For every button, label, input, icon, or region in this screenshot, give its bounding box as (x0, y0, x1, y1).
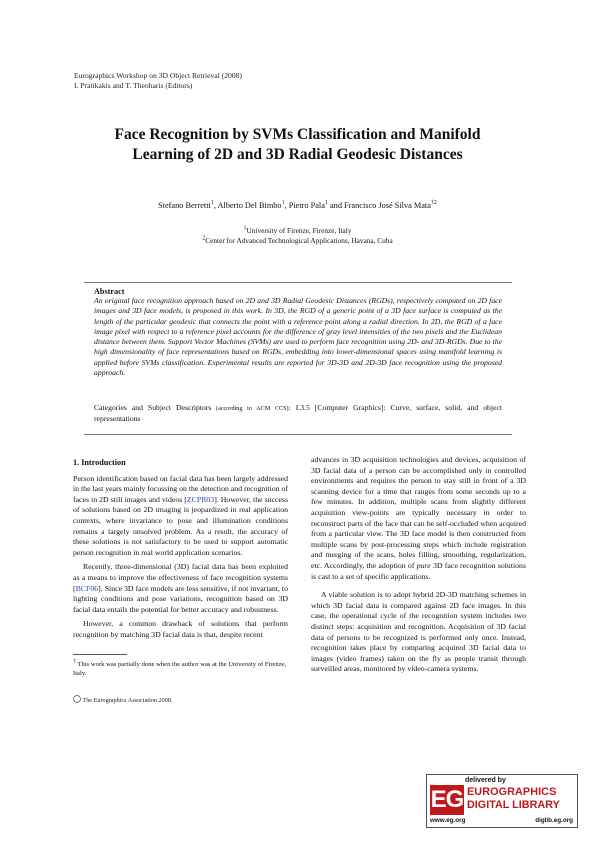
logo-url-eg[interactable]: www.eg.org (430, 817, 466, 824)
author-list (60, 201, 535, 210)
running-header (74, 71, 242, 91)
affiliation-text: University of Firenze, Firenze, Italy (246, 226, 352, 235)
paper-title (60, 125, 535, 164)
logo-brand-line-2: DIGITAL LIBRARY (467, 799, 560, 811)
logo-delivered-by: delivered by (465, 777, 506, 784)
paragraph-text: ]. However, the success of solutions based on 2D imaging is jeopardized in real application contexts, where invariance to pose and illumination conditions remains a largely unsolved problem. As a result, the accuracy of these solutions is not satisfactory to be used to support automatic person recognition in real world application scenarios. (73, 494, 288, 557)
emphasis: pure (416, 560, 431, 570)
header-editors: I. Pratikakis and T. Theoharis (Editors) (74, 81, 193, 91)
eg-logo-icon: EG (430, 786, 464, 813)
paragraph-text: advances in 3D acquisition technologies and devices, acquisition of 3D facial data of a person can be accomplished only in controlled environments and requires the person to stay still in front of a 3D scanning device for a time that ranges from some seconds up to a few minutes. In addition, multiple scans from slightly different acquisition view-points are typically necessary in order to reconstruct parts of the face that can be self-occluded when acquired from a particular view. The 3D face model is then constructed from multiple scans by post-processing steps which include registration and merging of the scans, holes filling, smoothing, regularization, etc. Accordingly, the adoption of (311, 455, 526, 570)
affiliation-1 (60, 226, 535, 235)
author-name: , Alberto Del Bimbo (213, 201, 282, 210)
footnote (73, 660, 288, 678)
descriptors-text: : I.3.5 [Computer Graphics]: Curve, surface, solid, and object representations (94, 403, 502, 424)
affiliation-text: Center for Advanced Technological Applications, Havana, Cuba (205, 236, 393, 245)
author-name: Stefano Berretti (158, 201, 211, 210)
paragraph (311, 455, 526, 582)
copyright-text: The Eurographics Association 2008. (81, 697, 173, 704)
author-affil-mark: 1 (281, 200, 285, 207)
title-line-1: Face Recognition by SVMs Classification and Manifold (114, 126, 481, 143)
author-affil-mark: 1 (324, 200, 328, 207)
paragraph: However, a common drawback of solutions that perform recognition by matching 3D facial data is that, despite recent (73, 619, 288, 639)
descriptors-note: (according to ACM CCS) (211, 405, 289, 412)
affiliation-mark: 2 (202, 235, 206, 242)
copyright-notice (73, 695, 172, 704)
copyright-icon (73, 695, 81, 703)
footnote-mark: † (73, 658, 76, 665)
citation-link[interactable]: BCF06 (75, 583, 99, 593)
logo-brand-line-1: EUROGRAPHICS (467, 786, 557, 798)
left-column (73, 455, 288, 641)
paragraph: A viable solution is to adopt hybrid 2D-3D matching schemes in which 3D facial data is compared against 2D face images. In this case, the operational cycle of the recognition system includes two distinct steps: acquisition and recognition. Acquisition of 3D facial data of persons to be recognized is performed only once. Instead, recognition takes place by comparing acquired 3D facial data to images (video frames) taken on the fly as people transit through surveilled areas, monitored by video-camera systems. (311, 590, 526, 674)
logo-url-diglib[interactable]: diglib.eg.org (535, 817, 573, 824)
paragraph-text: ]. Since 3D face models are less sensitive, if not invariant, to lighting conditions and pose variations, recognition based on 3D facial data entails the potential for better accuracy and robustness. (73, 583, 288, 614)
citation-link[interactable]: ZCPR03 (186, 494, 215, 504)
section-heading: 1. Introduction (73, 458, 126, 467)
title-line-2: Learning of 2D and 3D Radial Geodesic Distances (132, 145, 463, 163)
footnote-text: This work was partially done when the author was at the University of Firenze, Italy. (73, 661, 287, 677)
author-name: , Pietro Pala (284, 201, 325, 210)
paragraph-text: Person identification based on facial data has been largely addressed in the last years mainly focussing on the detection and recognition of faces in 2D still images and videos [ (73, 473, 289, 504)
right-column (311, 455, 526, 675)
paragraph-text: Recently, three-dimensional (3D) facial data has been exploited as a means to improve the effectiveness of face recognition systems [ (73, 562, 288, 593)
footnote-rule (73, 654, 127, 655)
abstract-heading: Abstract (94, 287, 125, 296)
author-affil-mark: †2 (430, 200, 437, 207)
paragraph-text: 3D face recognition solutions is cast to a set of specific applications. (311, 560, 526, 581)
affiliation-mark: 1 (243, 225, 247, 232)
abstract-body: An original face recognition approach based on 2D and 3D Radial Geodesic Distances (RGDs), respectively computed on 2D face images and 3D face models, is proposed in this work. In 3D, the RGD of a generic point of a 3D face surface is computed as the length of the particular geodesic that connects the point with a reference point along a radial direction. In 2D, the RGD of a face image pixel with respect to a reference pixel accounts for the difference of gray level intensities of the two pixels and the Euclidean distance between them. Support Vector Machines (SVMs) are used to perform face recognition using 2D- and 3D-RGDs. Due to the high dimensionality of face representations based on RGDs, embedding into lower-dimensional spaces using manifold learning is applied before SVMs classification. Experimental results are reported for 3D-3D and 2D-3D face recognition using the proposed approach. (94, 296, 502, 378)
descriptors-heading: Categories and Subject Descriptors (94, 403, 212, 412)
paragraph (73, 474, 288, 559)
subject-descriptors (94, 403, 502, 425)
abstract-bottom-rule (84, 434, 512, 435)
author-affil-mark: 1 (210, 200, 214, 207)
header-venue: Eurographics Workshop on 3D Object Retrieval (2008) (74, 71, 242, 80)
abstract-top-rule (84, 282, 512, 283)
author-name: and Francisco José Silva Mata (327, 201, 431, 210)
affiliation-2 (60, 236, 535, 245)
eurographics-digital-library-logo[interactable] (426, 774, 578, 828)
paragraph (73, 562, 288, 615)
